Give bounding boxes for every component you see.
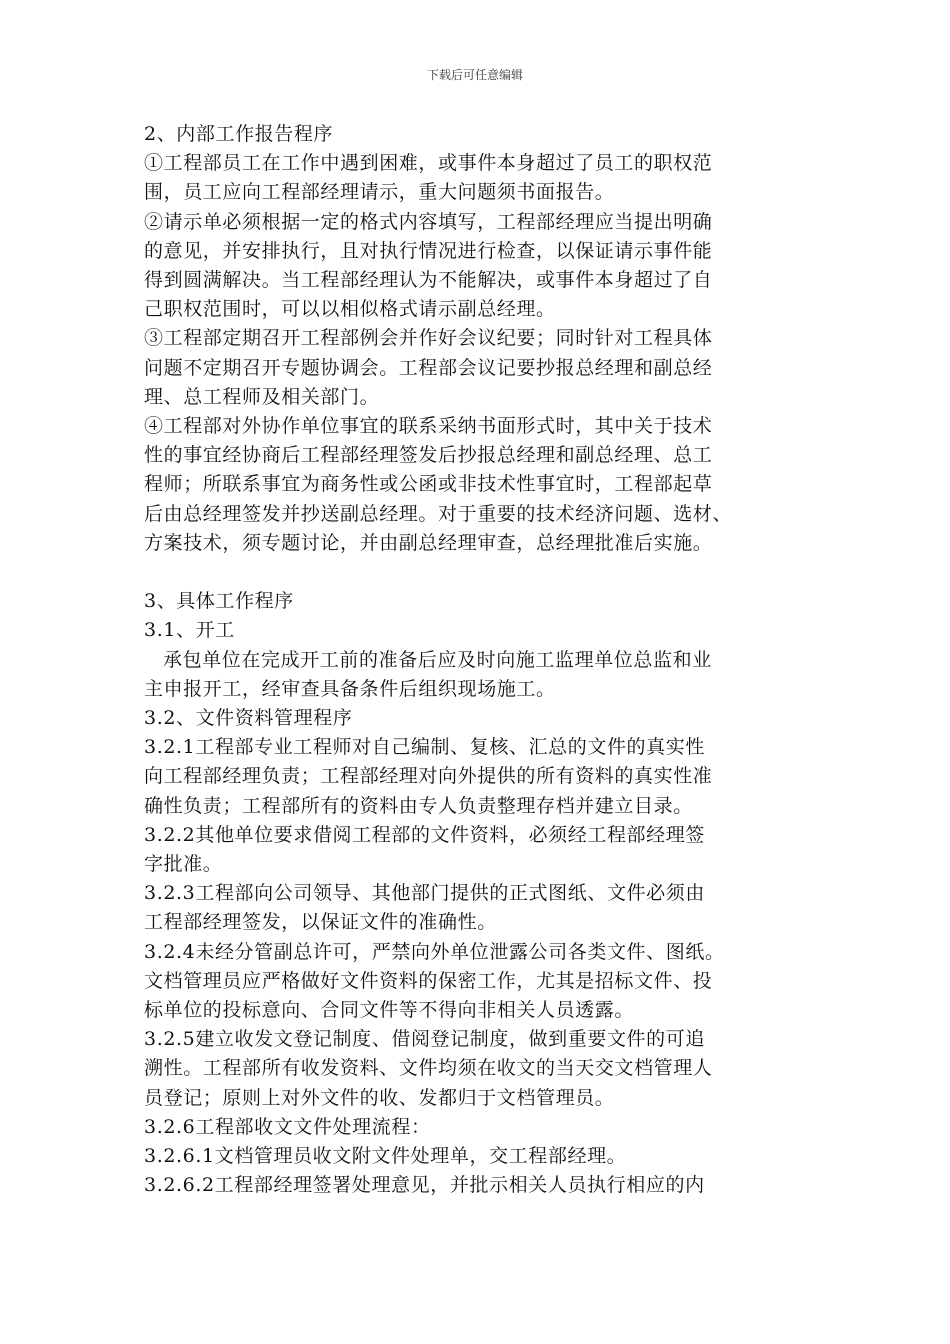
document-body	[144, 120, 824, 1201]
paragraph-line: ④工程部对外协作单位事宜的联系采纳书面形式时，其中关于技术	[144, 415, 713, 438]
paragraph-line: 3.2.4未经分管副总许可，严禁向外单位泄露公司各类文件、图纸。	[144, 940, 725, 963]
paragraph-line: 的意见，并安排执行，且对执行情况进行检查，以保证请示事件能	[144, 239, 713, 262]
paragraph-line: 主申报开工，经审查具备条件后组织现场施工。	[144, 677, 556, 700]
paragraph-line: 3.2.3工程部向公司领导、其他部门提供的正式图纸、文件必须由	[144, 882, 705, 905]
paragraph-line: 字批准。	[144, 853, 223, 876]
paragraph-line: 溯性。工程部所有收发资料、文件均须在收文的当天交文档管理人	[144, 1057, 713, 1080]
paragraph-line: 己职权范围时，可以以相似格式请示副总经理。	[144, 298, 556, 321]
paragraph-line: 3.2.6.1文档管理员收文附文件处理单，交工程部经理。	[144, 1145, 627, 1168]
page-header: 下载后可任意编辑	[426, 68, 523, 82]
paragraph-line: 确性负责；工程部所有的资料由专人负责整理存档并建立目录。	[144, 794, 693, 817]
paragraph-line: 标单位的投标意向、合同文件等不得向非相关人员透露。	[144, 999, 635, 1022]
paragraph-line: 围，员工应向工程部经理请示，重大问题须书面报告。	[144, 181, 615, 204]
paragraph-line: 向工程部经理负责；工程部经理对向外提供的所有资料的真实性准	[144, 765, 713, 788]
paragraph-line: 员登记；原则上对外文件的收、发都归于文档管理员。	[144, 1086, 615, 1109]
section-heading: 3、具体工作程序	[144, 590, 294, 613]
paragraph-line: 得到圆满解决。当工程部经理认为不能解决，或事件本身超过了自	[144, 269, 713, 292]
paragraph-line: 3.2.6工程部收文文件处理流程：	[144, 1115, 431, 1138]
subsection-heading: 3.2、文件资料管理程序	[144, 707, 353, 730]
paragraph-line: 性的事宜经协商后工程部经理签发后抄报总经理和副总经理、总工	[144, 444, 713, 467]
subsection-heading: 3.1、开工	[144, 619, 235, 642]
paragraph-line: 程师；所联系事宜为商务性或公函或非技术性事宜时，工程部起草	[144, 473, 713, 496]
paragraph-line: 后由总经理签发并抄送副总经理。对于重要的技术经济问题、选材、	[144, 502, 733, 525]
section-heading: 2、内部工作报告程序	[144, 123, 334, 145]
paragraph-line: 工程部经理签发，以保证文件的准确性。	[144, 911, 497, 934]
paragraph-line: ③工程部定期召开工程部例会并作好会议纪要；同时针对工程具体	[144, 327, 713, 350]
paragraph-line: 3.2.1工程部专业工程师对自己编制、复核、汇总的文件的真实性	[144, 736, 705, 759]
paragraph-line: ②请示单必须根据一定的格式内容填写，工程部经理应当提出明确	[144, 210, 713, 233]
paragraph-line: 3.2.5建立收发文登记制度、借阅登记制度，做到重要文件的可追	[144, 1028, 705, 1051]
paragraph-line: 方案技术，须专题讨论，并由副总经理审查，总经理批准后实施。	[144, 531, 713, 554]
paragraph-line: 3.2.2其他单位要求借阅工程部的文件资料，必须经工程部经理签	[144, 823, 705, 846]
paragraph-line: 3.2.6.2工程部经理签署处理意见，并批示相关人员执行相应的内	[144, 1174, 705, 1197]
paragraph-line: 文档管理员应严格做好文件资料的保密工作，尤其是招标文件、投	[144, 969, 713, 992]
paragraph-line: ①工程部员工在工作中遇到困难，或事件本身超过了员工的职权范	[144, 152, 713, 175]
paragraph-line: 问题不定期召开专题协调会。工程部会议记要抄报总经理和副总经	[144, 356, 713, 379]
paragraph-line: 理、总工程师及相关部门。	[144, 385, 380, 408]
paragraph-line: 承包单位在完成开工前的准备后应及时向施工监理单位总监和业	[163, 648, 712, 671]
blank-line	[144, 558, 824, 587]
